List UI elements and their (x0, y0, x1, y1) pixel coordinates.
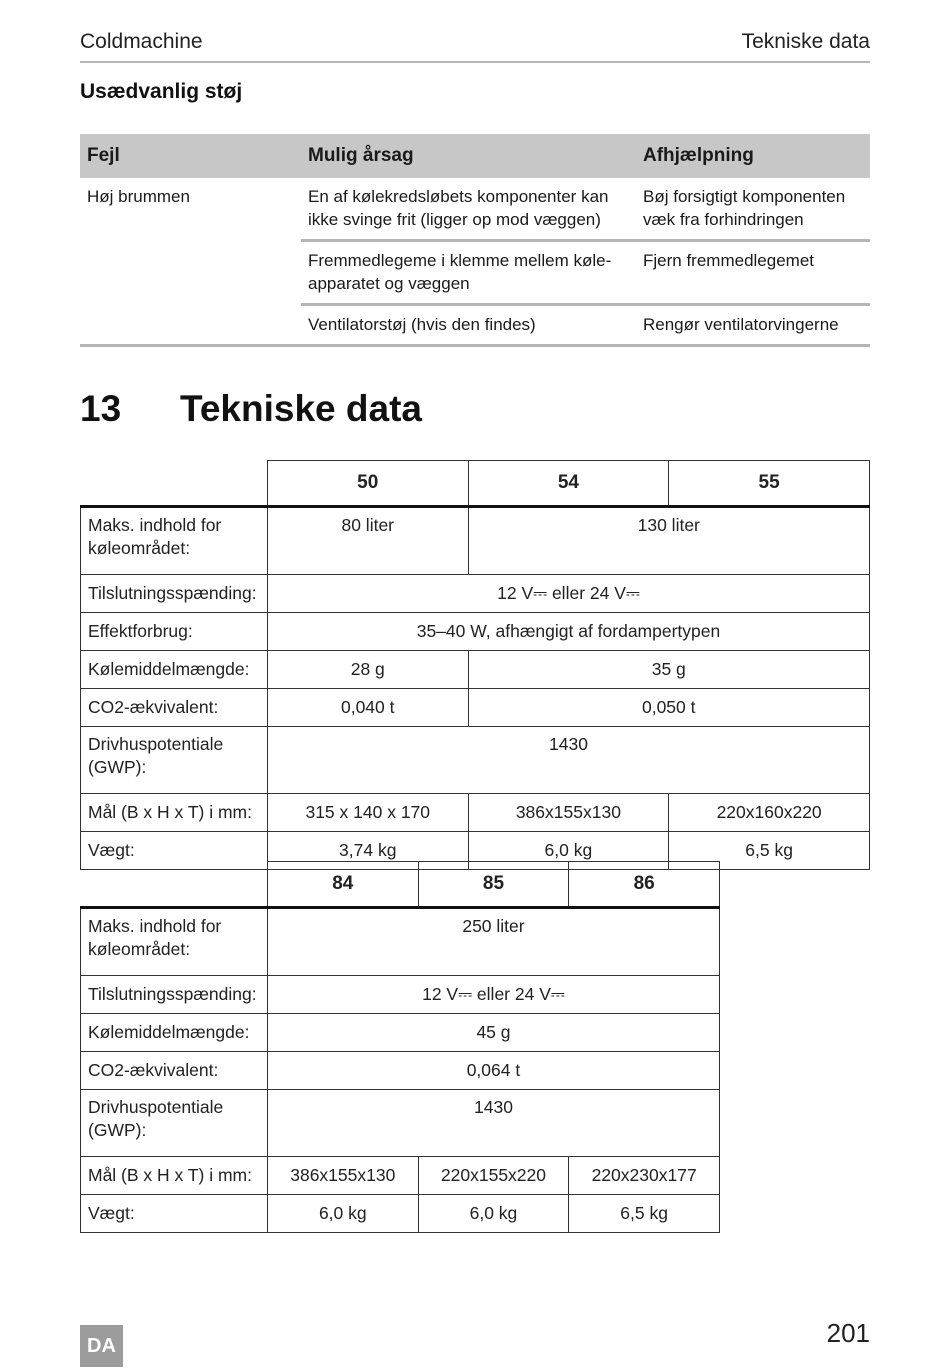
spec-label: Mål (B x H x T) i mm: (81, 794, 268, 832)
spec-row-refrigerant (81, 1014, 720, 1052)
spec-table-models-50-55 (80, 460, 870, 870)
spec-value: 1430 (267, 727, 869, 794)
spec-value: 6,5 kg (569, 1195, 720, 1233)
model-header-row (81, 862, 720, 908)
header-divider (80, 61, 870, 63)
remedy-cell: Rengør ventilatorvingerne (636, 305, 870, 346)
spec-row-voltage (81, 575, 870, 613)
spec-row-dimensions (81, 1157, 720, 1195)
spec-value: 220x160x220 (669, 794, 870, 832)
spec-row-dimensions (81, 794, 870, 832)
spec-row-gwp (81, 1090, 720, 1157)
table-row (80, 178, 870, 241)
spec-value: 3,74 kg (267, 832, 468, 870)
language-badge: DA (80, 1325, 123, 1367)
spec-label: Tilslutningsspænding: (81, 976, 268, 1014)
page-number: 201 (826, 1318, 870, 1348)
cause-cell: Fremmedlegeme i klemme mellem køle-apparatet og væggen (301, 241, 636, 305)
chapter-title: Tekniske data (180, 388, 422, 429)
spec-value: 80 liter (267, 507, 468, 575)
chapter-heading (80, 388, 422, 430)
spec-value: 6,0 kg (267, 1195, 418, 1233)
troubleshooting-table (80, 134, 870, 347)
spec-label: Kølemiddelmængde: (81, 1014, 268, 1052)
spec-value: 0,040 t (267, 689, 468, 727)
fault-cell: Høj brummen (80, 178, 301, 346)
model-header: 84 (267, 862, 418, 908)
spec-value: 250 liter (267, 908, 719, 976)
cause-cell: Ventilatorstøj (hvis den findes) (301, 305, 636, 346)
spec-row-capacity (81, 908, 720, 976)
spec-label: Maks. indhold for køleområdet: (81, 507, 268, 575)
header-product-name: Coldmachine (80, 30, 203, 53)
spec-value: 6,0 kg (418, 1195, 569, 1233)
spec-row-gwp (81, 727, 870, 794)
spec-label: Drivhuspotentiale (GWP): (81, 1090, 268, 1157)
model-header: 54 (468, 461, 669, 507)
spec-label: Drivhuspotentiale (GWP): (81, 727, 268, 794)
spec-value: 220x155x220 (418, 1157, 569, 1195)
spec-value: 45 g (267, 1014, 719, 1052)
spec-table-models-84-86 (80, 861, 720, 1233)
spec-value: 6,0 kg (468, 832, 669, 870)
model-header: 86 (569, 862, 720, 908)
spec-label: Effektforbrug: (81, 613, 268, 651)
model-header-row (81, 461, 870, 507)
table-header-row (80, 134, 870, 178)
spec-label: Vægt: (81, 1195, 268, 1233)
header-section-name: Tekniske data (741, 30, 870, 53)
column-header-cause: Mulig årsag (301, 134, 636, 178)
spec-label: CO2-ækvivalent: (81, 689, 268, 727)
spec-label: CO2-ækvivalent: (81, 1052, 268, 1090)
spec-label: Vægt: (81, 832, 268, 870)
spec-value: 130 liter (468, 507, 869, 575)
column-header-remedy: Afhjælpning (636, 134, 870, 178)
spec-value: 35 g (468, 651, 869, 689)
spec-value: 0,050 t (468, 689, 869, 727)
header-corner (81, 461, 268, 507)
remedy-cell: Fjern fremmedlegemet (636, 241, 870, 305)
spec-value: 35–40 W, afhængigt af fordampertypen (267, 613, 869, 651)
spec-value: 6,5 kg (669, 832, 870, 870)
spec-row-voltage (81, 976, 720, 1014)
remedy-cell: Bøj forsigtigt komponenten væk fra forhindringen (636, 178, 870, 241)
spec-row-power (81, 613, 870, 651)
spec-label: Tilslutningsspænding: (81, 575, 268, 613)
spec-value: 1430 (267, 1090, 719, 1157)
model-header: 85 (418, 862, 569, 908)
spec-label: Mål (B x H x T) i mm: (81, 1157, 268, 1195)
spec-row-capacity (81, 507, 870, 575)
spec-value: 315 x 140 x 170 (267, 794, 468, 832)
spec-value: 386x155x130 (468, 794, 669, 832)
header-corner (81, 862, 268, 908)
spec-row-refrigerant (81, 651, 870, 689)
spec-value: 28 g (267, 651, 468, 689)
spec-row-co2 (81, 689, 870, 727)
spec-value: 0,064 t (267, 1052, 719, 1090)
spec-row-weight (81, 1195, 720, 1233)
cause-cell: En af kølekredsløbets komponenter kan ikke svinge frit (ligger op mod væggen) (301, 178, 636, 241)
spec-value: 386x155x130 (267, 1157, 418, 1195)
spec-label: Kølemiddelmængde: (81, 651, 268, 689)
model-header: 55 (669, 461, 870, 507)
chapter-number: 13 (80, 388, 122, 429)
spec-row-co2 (81, 1052, 720, 1090)
spec-value: 12 V⎓ eller 24 V⎓ (267, 976, 719, 1014)
column-header-fault: Fejl (80, 134, 301, 178)
section-title: Usædvanlig støj (80, 80, 243, 103)
model-header: 50 (267, 461, 468, 507)
spec-value: 220x230x177 (569, 1157, 720, 1195)
spec-value: 12 V⎓ eller 24 V⎓ (267, 575, 869, 613)
spec-label: Maks. indhold for køleområdet: (81, 908, 268, 976)
